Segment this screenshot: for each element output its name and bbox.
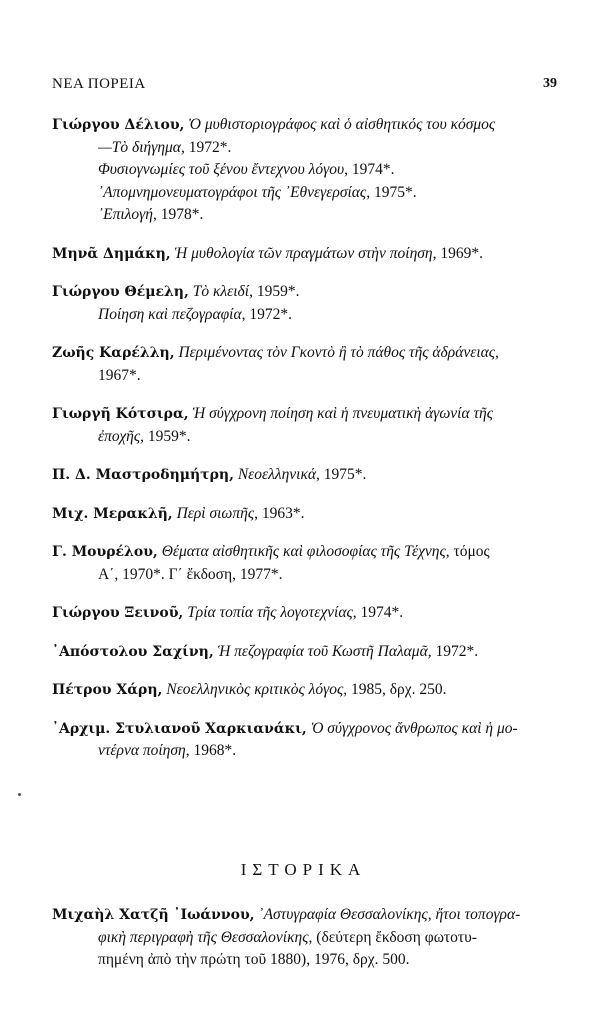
entry-line bbox=[52, 464, 560, 487]
author-name: ᾿Αρχιμ. Στυλιανοῦ Χαρκιανάκι, bbox=[52, 720, 307, 737]
entry-line bbox=[52, 602, 560, 625]
stray-mark bbox=[18, 793, 21, 796]
author-name: Πέτρου Χάρη, bbox=[52, 682, 163, 698]
work-title: ᾿Απομνημονευματογράφοι τῆς ᾿Εθνεγερσίας bbox=[98, 183, 367, 201]
publication-details: , 1974*. bbox=[352, 604, 404, 621]
bibliography-entry bbox=[52, 114, 560, 227]
bibliography-entry bbox=[52, 503, 560, 526]
publication-details: , 1968*. bbox=[185, 742, 237, 759]
author-name: Ζωῆς Καρέλλη, bbox=[52, 345, 175, 361]
work-title: Φυσιογνωμίες τοῦ ξένου ἔντεχνου λόγου bbox=[98, 161, 345, 178]
work-title: Περὶ σιωπῆς bbox=[172, 504, 255, 522]
author-name: Γιωργῆ Κότσιρα, bbox=[52, 406, 189, 422]
work-title: Τρία τοπία τῆς λογοτεχνίας bbox=[183, 604, 353, 621]
section-heading-historical: ΙΣΤΟΡΙΚΑ bbox=[240, 860, 367, 879]
bibliography-entry bbox=[52, 464, 560, 487]
work-title: Τὸ κλειδί bbox=[188, 283, 250, 300]
entry-line bbox=[52, 679, 560, 702]
work-title: Ὁ μυθιστοριογράφος καὶ ὁ αἰσθητικός του κόσμος bbox=[184, 116, 496, 133]
entry-line bbox=[52, 365, 560, 388]
bibliography-entry bbox=[52, 281, 560, 326]
publication-details: , 1969*. bbox=[432, 244, 483, 262]
entry-line bbox=[52, 204, 560, 227]
author-name: Γ. Μουρέλου, bbox=[52, 544, 158, 560]
work-title: Ὁ σύγχρονος ἄνθρωπος καὶ ἡ μο- bbox=[306, 719, 518, 737]
entry-line bbox=[52, 342, 560, 365]
publication-details: , 1978*. bbox=[152, 206, 204, 223]
entry-line bbox=[52, 426, 560, 449]
author-name: Γιώργου Δέλιου, bbox=[52, 117, 185, 133]
bibliography-list bbox=[52, 114, 560, 779]
historical-list bbox=[52, 904, 560, 972]
entry-line bbox=[52, 718, 560, 741]
publication-details: , 1963*. bbox=[254, 504, 305, 522]
entry-line bbox=[52, 503, 560, 526]
entry-line bbox=[52, 564, 560, 587]
publication-details: , 1972*. bbox=[180, 138, 232, 156]
work-title: Θέματα αἰσθητικῆς καὶ φιλοσοφίας τῆς Τέχνης bbox=[157, 543, 446, 560]
publication-details: , 1975*. bbox=[366, 183, 417, 201]
bibliography-entry bbox=[52, 541, 560, 586]
bibliography-entry bbox=[52, 342, 560, 387]
publication-details: πημένη ἀπὸ τὴν πρώτη τοῦ 1880), 1976, δρχ. 500. bbox=[98, 951, 410, 968]
work-title: Νεοελληνικά bbox=[233, 466, 317, 483]
author-name: Μιχαὴλ Χατζῆ ᾿Ιωάννου, bbox=[52, 907, 255, 923]
author-name: Π. Δ. Μαστροδημήτρη, bbox=[52, 467, 234, 483]
entry-line bbox=[52, 403, 560, 426]
bibliography-entry bbox=[52, 718, 560, 763]
publication-details: , 1972*. bbox=[241, 305, 292, 323]
publication-details: , 1959*. bbox=[249, 283, 300, 300]
author-name: ᾿Απόστολου Σαχίνη, bbox=[52, 643, 214, 660]
entry-line bbox=[52, 281, 560, 304]
bibliography-entry bbox=[52, 602, 560, 625]
entry-line bbox=[52, 159, 560, 182]
entry-line bbox=[52, 541, 560, 564]
bibliography-entry bbox=[52, 904, 560, 972]
author-name: Μηνᾶ Δημάκη, bbox=[52, 245, 171, 262]
bibliography-entry bbox=[52, 641, 560, 664]
work-title: ᾿Αστυγραφία Θεσσαλονίκης, ἤτοι τοπογρα- bbox=[254, 906, 521, 923]
publication-details: , (δεύτερη ἔκδοση φωτοτυ- bbox=[308, 928, 477, 946]
publication-details: , 1972*. bbox=[427, 642, 479, 660]
entry-line bbox=[52, 114, 560, 137]
entry-line bbox=[52, 304, 560, 327]
entry-line bbox=[52, 740, 560, 763]
entry-line bbox=[52, 137, 560, 160]
work-title: Περιμένοντας τὸν Γκοντὸ ἢ τὸ πάθος τῆς ἀδράνειας, bbox=[174, 344, 499, 361]
work-title: ἐποχῆς bbox=[98, 427, 141, 445]
bibliography-entry bbox=[52, 403, 560, 448]
work-title: Ἡ πεζογραφία τοῦ Κωστῆ Παλαμᾶ bbox=[213, 642, 428, 660]
work-title: Ἡ μυθολογία τῶν πραγμάτων στὴν ποίηση bbox=[170, 244, 433, 262]
publication-details: 1967*. bbox=[98, 366, 141, 384]
work-title: Ποίηση καὶ πεζογραφία bbox=[98, 305, 242, 323]
author-name: Γιώργου Ξεινοῦ, bbox=[52, 605, 184, 621]
entry-line bbox=[52, 927, 560, 950]
publication-details: , 1975*. bbox=[316, 466, 367, 483]
publication-details: Α΄, 1970*. Γ΄ ἔκδοση, 1977*. bbox=[98, 565, 283, 583]
running-head bbox=[52, 76, 557, 96]
author-name: Γιώργου Θέμελη, bbox=[52, 284, 189, 300]
work-title: ντέρνα ποίηση bbox=[98, 742, 186, 759]
entry-line bbox=[52, 904, 560, 927]
work-title: Ἡ σύγχρονη ποίηση καὶ ἡ πνευματικὴ ἀγωνία τῆς bbox=[188, 405, 494, 422]
publication-details: , 1959*. bbox=[140, 427, 191, 445]
work-title: ᾿Επιλογή bbox=[98, 206, 153, 223]
publication-details: , 1974*. bbox=[344, 161, 395, 178]
entry-line bbox=[52, 949, 560, 972]
entry-line bbox=[52, 243, 560, 266]
entry-line bbox=[52, 182, 560, 205]
page-number: 39 bbox=[543, 76, 557, 91]
publication-details: , τόμος bbox=[445, 543, 490, 560]
entry-line bbox=[52, 641, 560, 664]
work-title: Νεοελληνικὸς κριτικὸς λόγος bbox=[162, 681, 344, 698]
publication-details: , 1985, δρχ. 250. bbox=[343, 681, 447, 698]
bibliography-entry bbox=[52, 243, 560, 266]
journal-title: ΝΕΑ ΠΟΡΕΙΑ bbox=[52, 76, 146, 92]
bibliography-entry bbox=[52, 679, 560, 702]
work-title: —Τὸ διήγημα bbox=[98, 138, 181, 156]
work-title: φικὴ περιγραφὴ τῆς Θεσσαλονίκης bbox=[98, 928, 309, 946]
author-name: Μιχ. Μερακλῆ, bbox=[52, 505, 173, 522]
